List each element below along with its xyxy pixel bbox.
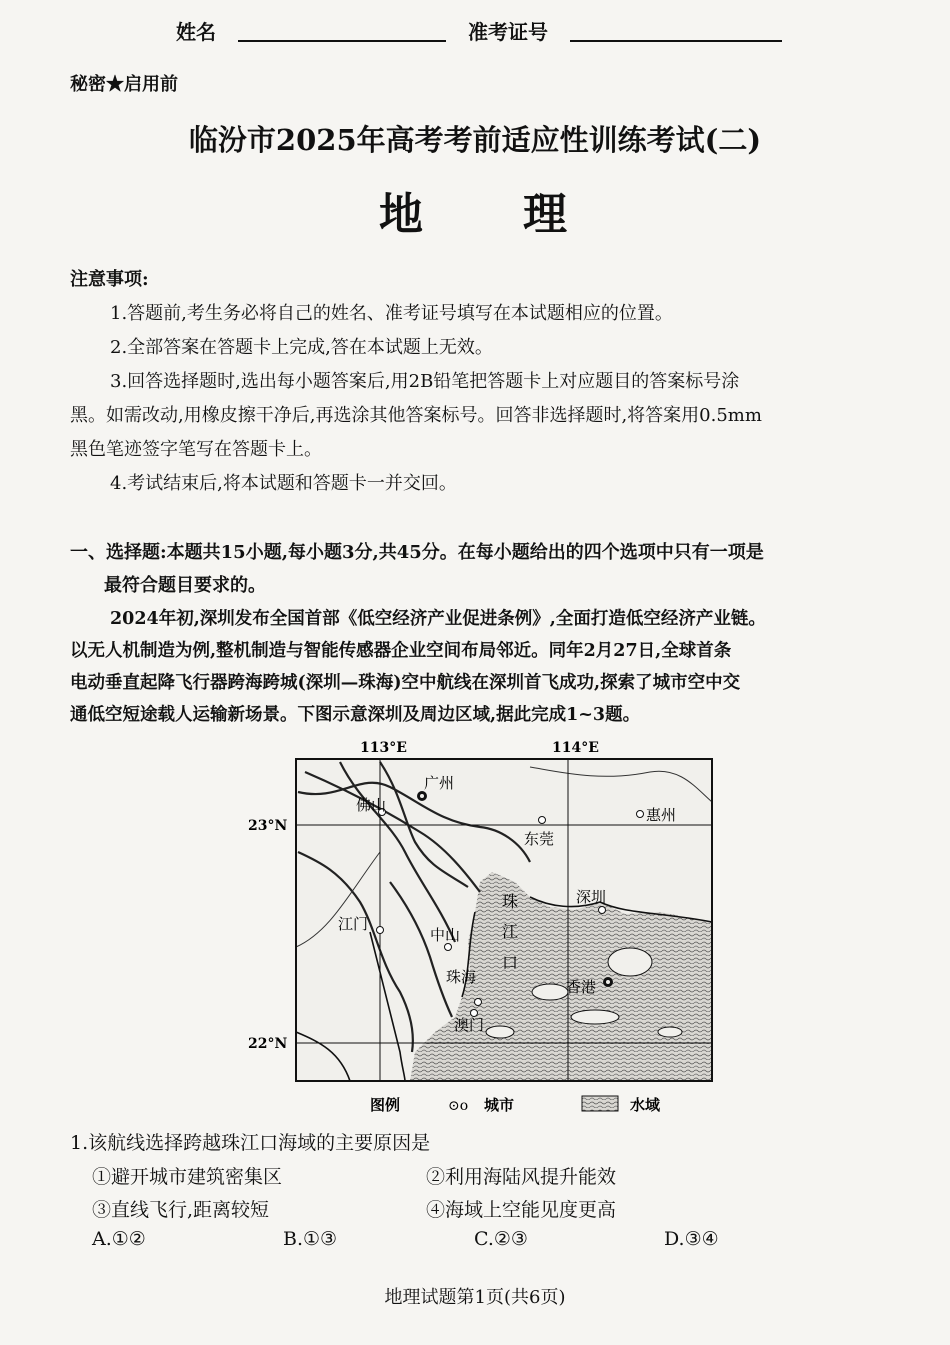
statement-2: ②利用海陆风提升能效 xyxy=(426,1166,617,1188)
city-marker-huizhou xyxy=(637,811,644,818)
city-marker-zhongshan xyxy=(445,944,452,951)
notice-item-2: 2.全部答案在答题卡上完成,答在本试题上无效。 xyxy=(110,337,493,358)
city-marker-dongguan xyxy=(539,817,546,824)
city-label-dongguan: 东莞 xyxy=(524,830,555,848)
statement-1: ①避开城市建筑密集区 xyxy=(92,1166,283,1188)
name-blank-line[interactable] xyxy=(238,40,446,42)
notice-item-3b: 黑。如需改动,用橡皮擦干净后,再选涂其他答案标号。回答非选择题时,将答案用0.5mm xyxy=(70,405,762,426)
pearl-river-delta-map xyxy=(230,732,730,1122)
ticket-blank-line[interactable] xyxy=(570,40,782,42)
question-1 xyxy=(70,1128,890,1155)
city-label-hongkong: 香港 xyxy=(566,978,597,996)
question-1-stem: 1.该航线选择跨越珠江口海域的主要原因是 xyxy=(70,1132,431,1154)
city-label-zhongshan: 中山 xyxy=(430,926,461,944)
statement-4: ④海域上空能见度更高 xyxy=(426,1199,617,1221)
passage xyxy=(70,603,900,731)
estuary-label-1: 珠 xyxy=(502,892,519,911)
island xyxy=(571,1010,619,1024)
city-label-shenzhen: 深圳 xyxy=(576,888,607,906)
exam-title: 临汾市2025年高考考前适应性训练考试(二) xyxy=(188,123,762,157)
lon-label-113: 113°E xyxy=(360,740,407,756)
lon-label-114: 114°E xyxy=(552,740,599,756)
legend-title: 图例 xyxy=(370,1096,401,1114)
estuary-label-2: 江 xyxy=(502,922,519,941)
lat-label-23: 23°N xyxy=(248,818,288,834)
section-line-2: 最符合题目要求的。 xyxy=(104,575,266,596)
notice-item-4: 4.考试结束后,将本试题和答题卡一并交回。 xyxy=(110,473,457,494)
city-marker-hongkong-inner xyxy=(606,980,610,984)
lat-label-22: 22°N xyxy=(248,1036,288,1052)
city-label-huizhou: 惠州 xyxy=(646,806,677,824)
notice-heading: 注意事项: xyxy=(70,269,149,290)
section-heading xyxy=(70,536,900,602)
notice-section xyxy=(70,263,890,501)
choice-a[interactable]: A.①② xyxy=(92,1228,146,1250)
legend-city-symbol: ⊙o xyxy=(448,1098,469,1114)
city-label-macau: 澳门 xyxy=(454,1016,485,1034)
passage-line-1: 2024年初,深圳发布全国首部《低空经济产业促进条例》,全面打造低空经济产业链。 xyxy=(110,609,766,629)
passage-line-3: 电动垂直起降飞行器跨海跨城(深圳—珠海)空中航线在深圳首飞成功,探索了城市空中交 xyxy=(70,673,741,693)
legend-water-swatch xyxy=(582,1096,618,1111)
city-marker-guangzhou-inner xyxy=(420,794,424,798)
city-marker-zhuhai xyxy=(475,999,482,1006)
city-marker-jiangmen xyxy=(377,927,384,934)
notice-item-3c: 黑色笔迹签字笔写在答题卡上。 xyxy=(70,439,322,460)
island xyxy=(658,1027,682,1037)
city-marker-shenzhen xyxy=(599,907,606,914)
section-line-1: 一、选择题:本题共15小题,每小题3分,共45分。在每小题给出的四个选项中只有一项是 xyxy=(70,542,764,563)
passage-line-4: 通低空短途载人运输新场景。下图示意深圳及周边区域,据此完成1~3题。 xyxy=(70,705,641,725)
choice-c[interactable]: C.②③ xyxy=(474,1228,528,1250)
city-label-guangzhou: 广州 xyxy=(424,774,455,792)
island xyxy=(608,948,652,976)
notice-item-3a: 3.回答选择题时,选出每小题答案后,用2B铅笔把答题卡上对应题目的答案标号涂 xyxy=(110,371,740,392)
choice-d[interactable]: D.③④ xyxy=(664,1228,719,1250)
name-label: 姓名 xyxy=(176,20,216,44)
notice-item-1: 1.答题前,考生务必将自己的姓名、准考证号填写在本试题相应的位置。 xyxy=(110,303,673,324)
city-label-zhuhai: 珠海 xyxy=(446,968,477,986)
estuary-label-3: 口 xyxy=(502,953,519,972)
city-label-jiangmen: 江门 xyxy=(338,915,369,933)
secret-mark: 秘密★启用前 xyxy=(70,74,178,95)
statement-3: ③直线飞行,距离较短 xyxy=(92,1199,270,1221)
city-label-foshan: 佛山 xyxy=(356,796,387,814)
island xyxy=(486,1026,514,1038)
subject-title: 地 理 xyxy=(379,189,571,240)
ticket-label: 准考证号 xyxy=(468,20,548,44)
choice-b[interactable]: B.①③ xyxy=(283,1228,338,1250)
island xyxy=(532,984,568,1000)
page-footer: 地理试题第1页(共6页) xyxy=(384,1287,566,1308)
legend-water-label: 水域 xyxy=(630,1096,661,1114)
passage-line-2: 以无人机制造为例,整机制造与智能传感器企业空间布局邻近。同年2月27日,全球首条 xyxy=(70,641,732,661)
legend-city-label: 城市 xyxy=(484,1096,515,1114)
